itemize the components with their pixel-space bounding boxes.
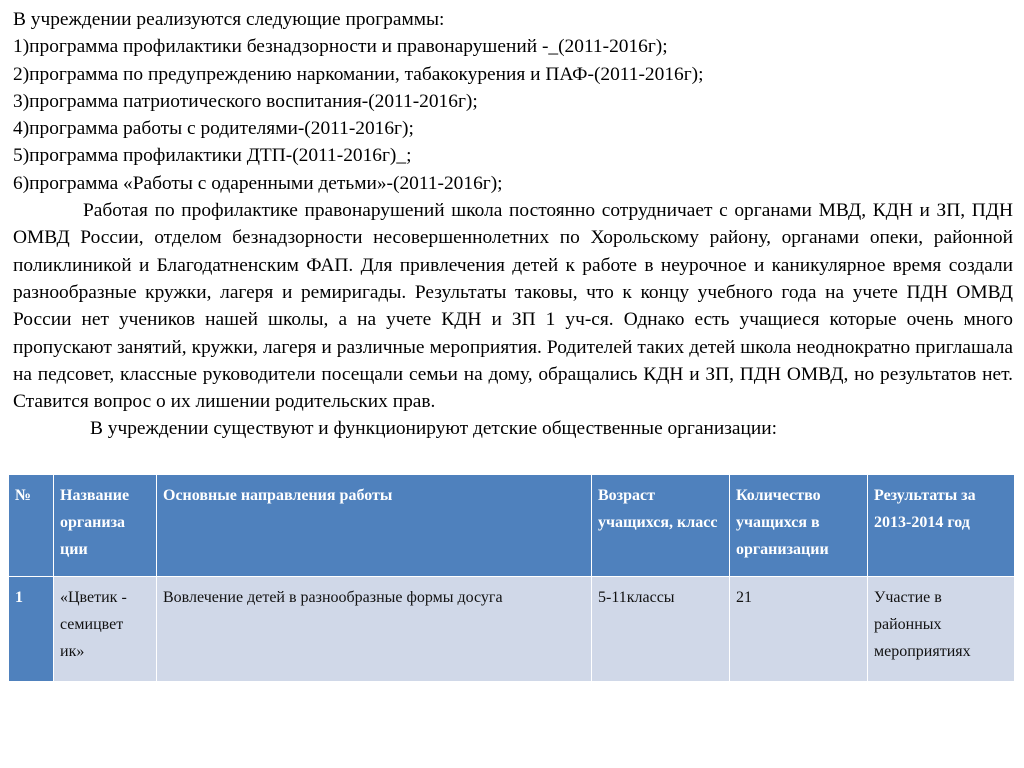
program-item-2: 2)программа по предупреждению наркомании, табакокурения и ПАФ-(2011-2016г); bbox=[13, 63, 704, 85]
program-item-1: 1)программа профилактики безнадзорности и правонарушений -_(2011-2016г); bbox=[13, 36, 668, 58]
organizations-intro: В учреждении существуют и функционируют детские общественные организации: bbox=[90, 418, 778, 440]
header-work-directions: Основные направления работы bbox=[157, 475, 592, 577]
cell-age-class: 5-11классы bbox=[592, 577, 730, 682]
program-item-6: 6)программа «Работы с одаренными детьми»-(2011-2016г); bbox=[13, 172, 503, 194]
prevention-paragraph: Работая по профилактике правонарушений школа постоянно сотрудничает с органами МВД, КДН и ЗП, ПДН ОМВД России, отделом безнадзорности несовершеннолетних по Хорольскому району, органами опеки, районной поликлиникой и Благодатненским ФАП. Для привлечения детей к работе в неурочное и каникулярное время создали разнообразные кружки, лагеря и ремиригады. Результаты таковы, что к концу учебного года на учете ПДН ОМВД России нет учеников нашей школы, а на учете КДН и ЗП 1 уч-ся. Однако есть учащиеся которые очень много пропускают занятий, кружки, лагеря и различные мероприятия. Родителей таких детей школа неоднократно приглашала на педсовет, классные руководители посещали семьи на дому, обращались КДН и ЗП, ПДН ОМВД, но результатов нет. Ставится вопрос о их лишении родительских прав. bbox=[13, 200, 1013, 413]
program-item-5: 5)программа профилактики ДТП-(2011-2016г)_; bbox=[13, 145, 412, 167]
header-age-class: Возраст учащихся, класс bbox=[592, 475, 730, 577]
program-item-4: 4)программа работы с родителями-(2011-2016г); bbox=[13, 118, 414, 140]
cell-number: 1 bbox=[9, 577, 54, 682]
cell-org-name: «Цветик - семицвет ик» bbox=[54, 577, 157, 682]
document-body bbox=[13, 6, 1013, 443]
table-header-row bbox=[9, 475, 1015, 577]
cell-work-directions: Вовлечение детей в разнообразные формы досуга bbox=[157, 577, 592, 682]
program-item-3: 3)программа патриотического воспитания-(2011-2016г); bbox=[13, 90, 478, 112]
cell-member-count: 21 bbox=[730, 577, 868, 682]
table-row bbox=[9, 577, 1015, 682]
header-number: № bbox=[9, 475, 54, 577]
header-member-count: Количество учащихся в организации bbox=[730, 475, 868, 577]
header-results: Результаты за 2013-2014 год bbox=[868, 475, 1015, 577]
programs-heading: В учреждении реализуются следующие программы: bbox=[13, 9, 445, 30]
organizations-table bbox=[8, 474, 1015, 682]
header-org-name: Название организа ции bbox=[54, 475, 157, 577]
cell-results: Участие в районных мероприятиях bbox=[868, 577, 1015, 682]
